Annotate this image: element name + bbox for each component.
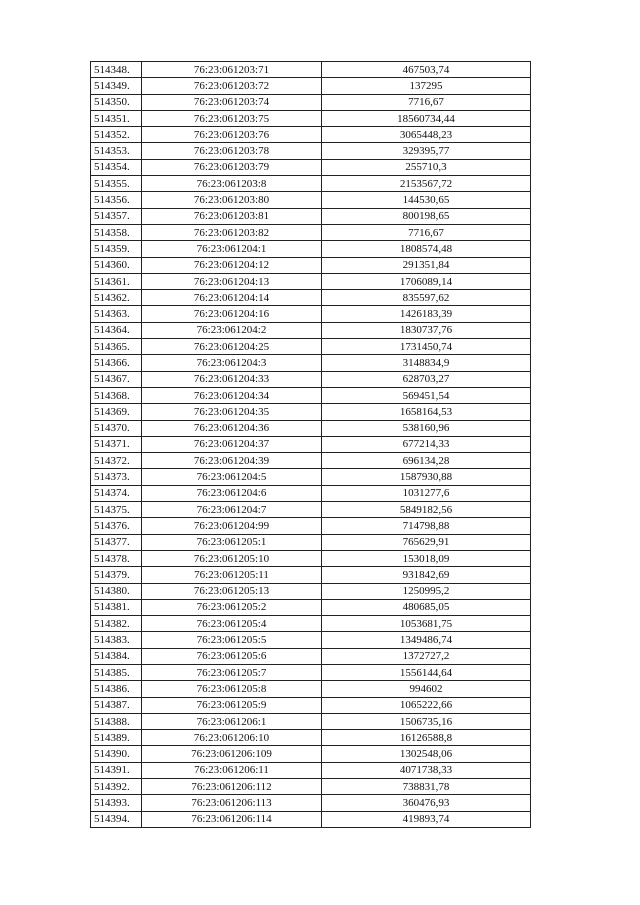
cadastral-number-cell: 76:23:061204:2 (142, 322, 322, 338)
cadastral-number-cell: 76:23:061206:1 (142, 713, 322, 729)
table-row (91, 583, 531, 599)
table-body (91, 62, 531, 828)
row-number-cell: 514372. (91, 453, 142, 469)
cadastral-number-cell: 76:23:061205:5 (142, 632, 322, 648)
row-number-cell: 514394. (91, 811, 142, 827)
value-cell: 1706089,14 (322, 273, 531, 289)
table-row (91, 453, 531, 469)
value-cell: 1658164,53 (322, 404, 531, 420)
value-cell: 419893,74 (322, 811, 531, 827)
table-row (91, 208, 531, 224)
table-row (91, 746, 531, 762)
value-cell: 3065448,23 (322, 127, 531, 143)
table-row (91, 176, 531, 192)
cadastral-number-cell: 76:23:061204:13 (142, 273, 322, 289)
cadastral-number-cell: 76:23:061204:14 (142, 290, 322, 306)
row-number-cell: 514390. (91, 746, 142, 762)
cadastral-number-cell: 76:23:061204:6 (142, 485, 322, 501)
value-cell: 714798,88 (322, 518, 531, 534)
value-cell: 931842,69 (322, 567, 531, 583)
table-row (91, 697, 531, 713)
value-cell: 1065222,66 (322, 697, 531, 713)
table-row (91, 420, 531, 436)
table-row (91, 795, 531, 811)
cadastral-number-cell: 76:23:061203:82 (142, 224, 322, 240)
cadastral-number-cell: 76:23:061205:2 (142, 599, 322, 615)
table-row (91, 371, 531, 387)
value-cell: 291351,84 (322, 257, 531, 273)
row-number-cell: 514371. (91, 436, 142, 452)
value-cell: 1506735,16 (322, 713, 531, 729)
table-row (91, 648, 531, 664)
cadastral-number-cell: 76:23:061203:71 (142, 62, 322, 78)
table-row (91, 339, 531, 355)
cadastral-number-cell: 76:23:061203:79 (142, 159, 322, 175)
row-number-cell: 514379. (91, 567, 142, 583)
value-cell: 1372727,2 (322, 648, 531, 664)
cadastral-number-cell: 76:23:061203:81 (142, 208, 322, 224)
row-number-cell: 514360. (91, 257, 142, 273)
table-row (91, 290, 531, 306)
table-row (91, 143, 531, 159)
table-row (91, 127, 531, 143)
value-cell: 800198,65 (322, 208, 531, 224)
cadastral-number-cell: 76:23:061206:109 (142, 746, 322, 762)
row-number-cell: 514380. (91, 583, 142, 599)
table-row (91, 257, 531, 273)
cadastral-number-cell: 76:23:061206:114 (142, 811, 322, 827)
cadastral-number-cell: 76:23:061205:8 (142, 681, 322, 697)
value-cell: 628703,27 (322, 371, 531, 387)
cadastral-number-cell: 76:23:061204:12 (142, 257, 322, 273)
row-number-cell: 514382. (91, 616, 142, 632)
row-number-cell: 514385. (91, 664, 142, 680)
table-row (91, 241, 531, 257)
cadastral-number-cell: 76:23:061205:11 (142, 567, 322, 583)
row-number-cell: 514352. (91, 127, 142, 143)
table-row (91, 306, 531, 322)
table-row (91, 811, 531, 827)
row-number-cell: 514389. (91, 730, 142, 746)
cadastral-number-cell: 76:23:061204:5 (142, 469, 322, 485)
cadastral-number-cell: 76:23:061204:3 (142, 355, 322, 371)
value-cell: 677214,33 (322, 436, 531, 452)
table-row (91, 78, 531, 94)
cadastral-number-cell: 76:23:061206:10 (142, 730, 322, 746)
cadastral-number-cell: 76:23:061204:33 (142, 371, 322, 387)
cadastral-number-cell: 76:23:061203:74 (142, 94, 322, 110)
row-number-cell: 514350. (91, 94, 142, 110)
value-cell: 18560734,44 (322, 110, 531, 126)
row-number-cell: 514378. (91, 550, 142, 566)
row-number-cell: 514355. (91, 176, 142, 192)
table-row (91, 599, 531, 615)
row-number-cell: 514358. (91, 224, 142, 240)
value-cell: 994602 (322, 681, 531, 697)
value-cell: 835597,62 (322, 290, 531, 306)
row-number-cell: 514365. (91, 339, 142, 355)
row-number-cell: 514383. (91, 632, 142, 648)
row-number-cell: 514351. (91, 110, 142, 126)
value-cell: 1830737,76 (322, 322, 531, 338)
value-cell: 1808574,48 (322, 241, 531, 257)
value-cell: 4071738,33 (322, 762, 531, 778)
table-row (91, 762, 531, 778)
value-cell: 7716,67 (322, 224, 531, 240)
row-number-cell: 514359. (91, 241, 142, 257)
value-cell: 144530,65 (322, 192, 531, 208)
table-row (91, 664, 531, 680)
row-number-cell: 514374. (91, 485, 142, 501)
cadastral-number-cell: 76:23:061205:1 (142, 534, 322, 550)
value-cell: 329395,77 (322, 143, 531, 159)
table-row (91, 62, 531, 78)
value-cell: 255710,3 (322, 159, 531, 175)
value-cell: 696134,28 (322, 453, 531, 469)
row-number-cell: 514348. (91, 62, 142, 78)
row-number-cell: 514376. (91, 518, 142, 534)
row-number-cell: 514377. (91, 534, 142, 550)
row-number-cell: 514387. (91, 697, 142, 713)
table-row (91, 550, 531, 566)
cadastral-number-cell: 76:23:061203:8 (142, 176, 322, 192)
row-number-cell: 514366. (91, 355, 142, 371)
table-row (91, 485, 531, 501)
cadastral-number-cell: 76:23:061205:7 (142, 664, 322, 680)
value-cell: 1587930,88 (322, 469, 531, 485)
row-number-cell: 514356. (91, 192, 142, 208)
table-row (91, 534, 531, 550)
cadastral-number-cell: 76:23:061204:35 (142, 404, 322, 420)
cadastral-number-cell: 76:23:061204:25 (142, 339, 322, 355)
row-number-cell: 514386. (91, 681, 142, 697)
table-row (91, 469, 531, 485)
row-number-cell: 514353. (91, 143, 142, 159)
cadastral-number-cell: 76:23:061204:16 (142, 306, 322, 322)
table-row (91, 224, 531, 240)
cadastral-number-cell: 76:23:061204:34 (142, 387, 322, 403)
value-cell: 1731450,74 (322, 339, 531, 355)
value-cell: 467503,74 (322, 62, 531, 78)
value-cell: 16126588,8 (322, 730, 531, 746)
table-row (91, 355, 531, 371)
row-number-cell: 514368. (91, 387, 142, 403)
table-row (91, 110, 531, 126)
value-cell: 1302548,06 (322, 746, 531, 762)
value-cell: 1031277,6 (322, 485, 531, 501)
cadastral-number-cell: 76:23:061203:72 (142, 78, 322, 94)
row-number-cell: 514391. (91, 762, 142, 778)
cadastral-number-cell: 76:23:061205:4 (142, 616, 322, 632)
value-cell: 480685,05 (322, 599, 531, 615)
cadastral-number-cell: 76:23:061205:9 (142, 697, 322, 713)
row-number-cell: 514381. (91, 599, 142, 615)
row-number-cell: 514388. (91, 713, 142, 729)
row-number-cell: 514369. (91, 404, 142, 420)
row-number-cell: 514384. (91, 648, 142, 664)
row-number-cell: 514362. (91, 290, 142, 306)
row-number-cell: 514367. (91, 371, 142, 387)
table-row (91, 567, 531, 583)
cadastral-number-cell: 76:23:061204:39 (142, 453, 322, 469)
table-row (91, 730, 531, 746)
cadastral-number-cell: 76:23:061204:36 (142, 420, 322, 436)
row-number-cell: 514363. (91, 306, 142, 322)
value-cell: 2153567,72 (322, 176, 531, 192)
value-cell: 1250995,2 (322, 583, 531, 599)
cadastral-number-cell: 76:23:061206:11 (142, 762, 322, 778)
table-row (91, 502, 531, 518)
row-number-cell: 514357. (91, 208, 142, 224)
table-row (91, 94, 531, 110)
cadastral-value-table (90, 61, 531, 828)
table-row (91, 387, 531, 403)
value-cell: 569451,54 (322, 387, 531, 403)
row-number-cell: 514364. (91, 322, 142, 338)
row-number-cell: 514361. (91, 273, 142, 289)
cadastral-number-cell: 76:23:061205:13 (142, 583, 322, 599)
table-row (91, 322, 531, 338)
cadastral-number-cell: 76:23:061205:6 (142, 648, 322, 664)
table-row (91, 681, 531, 697)
table-row (91, 713, 531, 729)
value-cell: 3148834,9 (322, 355, 531, 371)
cadastral-number-cell: 76:23:061206:112 (142, 779, 322, 795)
cadastral-number-cell: 76:23:061203:75 (142, 110, 322, 126)
value-cell: 137295 (322, 78, 531, 94)
cadastral-number-cell: 76:23:061203:80 (142, 192, 322, 208)
table-row (91, 273, 531, 289)
table-row (91, 779, 531, 795)
row-number-cell: 514373. (91, 469, 142, 485)
cadastral-number-cell: 76:23:061204:7 (142, 502, 322, 518)
value-cell: 1426183,39 (322, 306, 531, 322)
value-cell: 1053681,75 (322, 616, 531, 632)
cadastral-number-cell: 76:23:061205:10 (142, 550, 322, 566)
table-row (91, 192, 531, 208)
value-cell: 538160,96 (322, 420, 531, 436)
row-number-cell: 514393. (91, 795, 142, 811)
table-row (91, 632, 531, 648)
row-number-cell: 514349. (91, 78, 142, 94)
table-row (91, 436, 531, 452)
value-cell: 1349486,74 (322, 632, 531, 648)
cadastral-number-cell: 76:23:061203:76 (142, 127, 322, 143)
row-number-cell: 514370. (91, 420, 142, 436)
cadastral-number-cell: 76:23:061204:1 (142, 241, 322, 257)
value-cell: 360476,93 (322, 795, 531, 811)
value-cell: 153018,09 (322, 550, 531, 566)
value-cell: 738831,78 (322, 779, 531, 795)
cadastral-number-cell: 76:23:061206:113 (142, 795, 322, 811)
table-row (91, 404, 531, 420)
cadastral-number-cell: 76:23:061203:78 (142, 143, 322, 159)
row-number-cell: 514375. (91, 502, 142, 518)
value-cell: 1556144,64 (322, 664, 531, 680)
cadastral-number-cell: 76:23:061204:99 (142, 518, 322, 534)
row-number-cell: 514392. (91, 779, 142, 795)
table-row (91, 616, 531, 632)
value-cell: 765629,91 (322, 534, 531, 550)
cadastral-number-cell: 76:23:061204:37 (142, 436, 322, 452)
table-row (91, 159, 531, 175)
value-cell: 7716,67 (322, 94, 531, 110)
row-number-cell: 514354. (91, 159, 142, 175)
value-cell: 5849182,56 (322, 502, 531, 518)
table-row (91, 518, 531, 534)
